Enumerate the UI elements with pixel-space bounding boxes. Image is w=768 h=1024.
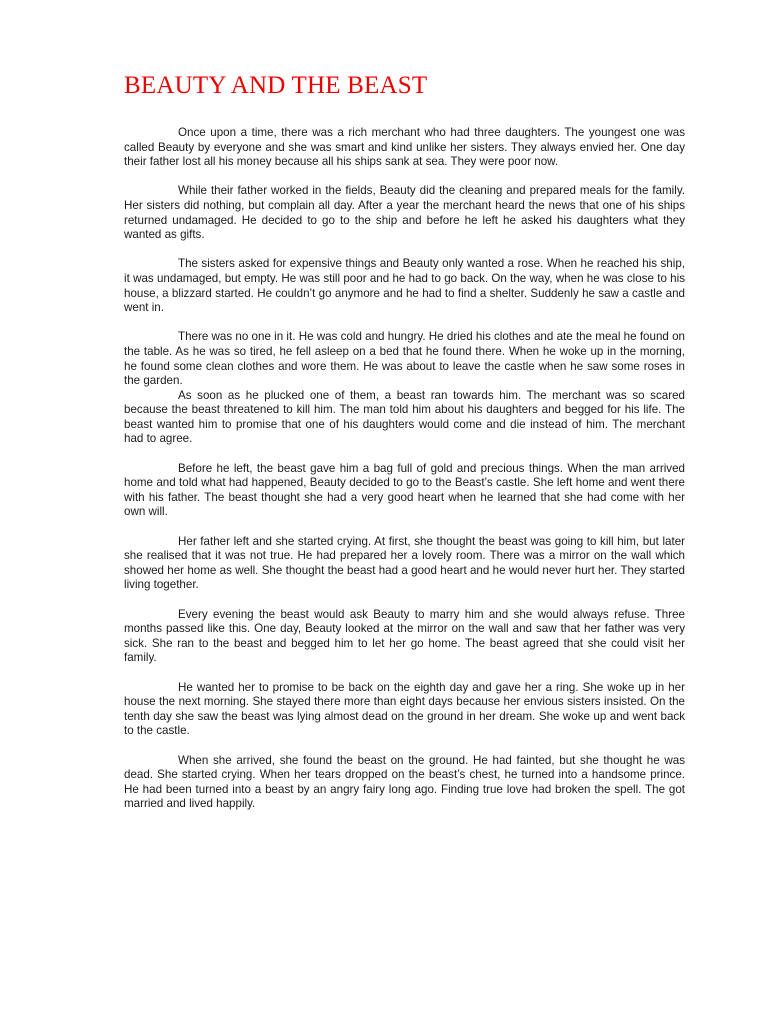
paragraph: Before he left, the beast gave him a bag full of gold and precious things. When the man arrived home and told what had happened, Beauty decided to go to the Beast’s castle. She left home and went there with his father. The beast thought she had a very good heart when he learned that she had come with her own will.: [124, 461, 685, 519]
paragraph: While their father worked in the fields, Beauty did the cleaning and prepared meals for the family. Her sisters did nothing, but complain all day. After a year the merchant heard the news that one of his ships returned undamaged. He decided to go to the ship and before he left he asked his daughters what they wanted as gifts.: [124, 184, 685, 242]
paragraph: When she arrived, she found the beast on the ground. He had fainted, but she thought he was dead. She started crying. When her tears dropped on the beast’s chest, he turned into a handsome prince. He had been turned into a beast by an angry fairy long ago. Finding true love had broken the spell. The got married and lived happily.: [124, 753, 685, 811]
paragraph: The sisters asked for expensive things and Beauty only wanted a rose. When he reached his ship, it was undamaged, but empty. He was still poor and he had to go back. On the way, when he was close to his house, a blizzard started. He couldn’t go anymore and he had to find a shelter. Suddenly he saw a castle and went in.: [124, 257, 685, 315]
document-title: BEAUTY AND THE BEAST: [124, 72, 428, 99]
paragraph: Once upon a time, there was a rich merchant who had three daughters. The youngest one was called Beauty by everyone and she was smart and kind unlike her sisters. They always envied her. One day their father lost all his money because all his ships sank at sea. They were poor now.: [124, 126, 685, 169]
paragraph: There was no one in it. He was cold and hungry. He dried his clothes and ate the meal he found on the table. As he was so tired, he fell asleep on a bed that he found there. When he woke up in the morning, he found some clean clothes and wore them. He was about to leave the castle when he saw some roses in the garden.: [124, 330, 685, 388]
paragraph: Every evening the beast would ask Beauty to marry him and she would always refuse. Three months passed like this. One day, Beauty looked at the mirror on the wall and saw that her father was very sick. She ran to the beast and begged him to let her go home. The beast agreed that she could visit her family.: [124, 607, 685, 665]
paragraph: Her father left and she started crying. At first, she thought the beast was going to kill him, but later she realised that it was not true. He had prepared her a lovely room. There was a mirror on the wall which showed her home as well. She thought the beast had a good heart and he would never hurt her. They started living together.: [124, 534, 685, 592]
story-body: [124, 126, 685, 812]
paragraph: He wanted her to promise to be back on the eighth day and gave her a ring. She woke up in her house the next morning. She stayed there more than eight days because her envious sisters insisted. On the tenth day she saw the beast was lying almost dead on the ground in her dream. She woke up and went back to the castle.: [124, 680, 685, 738]
paragraph: As soon as he plucked one of them, a beast ran towards him. The merchant was so scared because the beast threatened to kill him. The man told him about his daughters and begged for his life. The beast wanted him to promise that one of his daughters would come and die instead of him. The merchant had to agree.: [124, 388, 685, 446]
